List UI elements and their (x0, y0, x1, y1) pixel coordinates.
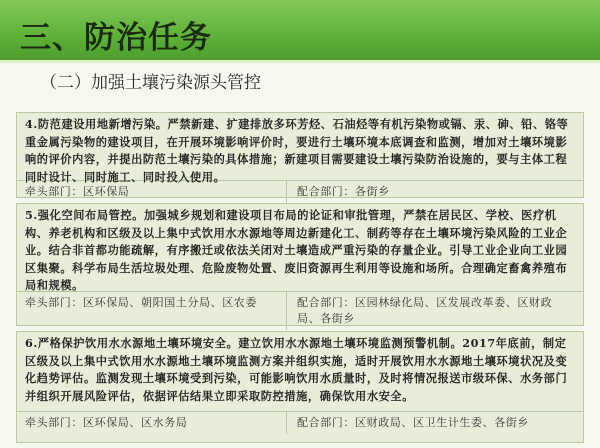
lead-department: 牵头部门：区环保局 (17, 181, 287, 203)
cooperating-department: 配合部门：区园林绿化局、区发展改革委、区财政局、各街乡 (297, 296, 553, 325)
task-departments (17, 180, 583, 203)
section-subtitle: （二）加强土壤污染源头管控 (40, 73, 261, 93)
lead-department: 牵头部门：区环保局、朝阳国土分局、区农委 (17, 292, 287, 330)
page-title: 三、防治任务 (20, 20, 212, 56)
task-card-5 (16, 203, 584, 326)
task-description: 5.强化空间布局管控。加强城乡规划和建设项目布局的论证和审批管理，严禁在居民区、学校、医疗机构、养老机构和区级及以上集中式饮用水水源地等周边新建化工、制药等存在土壤环境污染风险的工业企业。结合非首都功能疏解，有序搬迁或依法关闭对土壤造成严重污染的存量企业。引导工业企业向工业园区集聚。科学布局生活垃圾处理、危险废物处置、废旧资源再生利用等设施和场所。合理确定畜禽养殖布局和规模。 (25, 208, 568, 293)
cooperating-department: 配合部门：区财政局、区卫生计生委、各街乡 (297, 416, 529, 429)
lead-department: 牵头部门：区环保局、区水务局 (17, 412, 287, 434)
task-departments (17, 291, 583, 330)
cooperating-department: 配合部门：各街乡 (297, 185, 390, 198)
task-description: 6.严格保护饮用水水源地土壤环境安全。建立饮用水水源地土壤环境监测预警机制。2017年底前，制定区级及以上集中式饮用水水源地土壤环境监测方案并组织实施，适时开展饮用水水源地土壤环境状况及变化趋势评估。监测发现土壤环境受到污染，可能影响饮用水质量时，及时将情况报送市级环保、水务部门并组织开展风险评估，依据评估结果立即采取防控措施，确保饮用水安全。 (25, 336, 568, 403)
task-departments (17, 411, 583, 434)
task-card-4 (16, 112, 584, 198)
task-description: 4.防范建设用地新增污染。严禁新建、扩建排放多环芳烃、石油烃等有机污染物或镉、汞、砷、铅、铬等重金属污染物的建设项目，在开展环境影响评价时，要进行土壤环境本底调查和监测，增加对土壤环境影响的评价内容，并提出防范土壤污染的具体措施；新建项目需要建设土壤污染防治设施的，要与主体工程同时设计、同时施工、同时投入使用。 (25, 117, 569, 184)
task-card-6 (16, 331, 584, 443)
